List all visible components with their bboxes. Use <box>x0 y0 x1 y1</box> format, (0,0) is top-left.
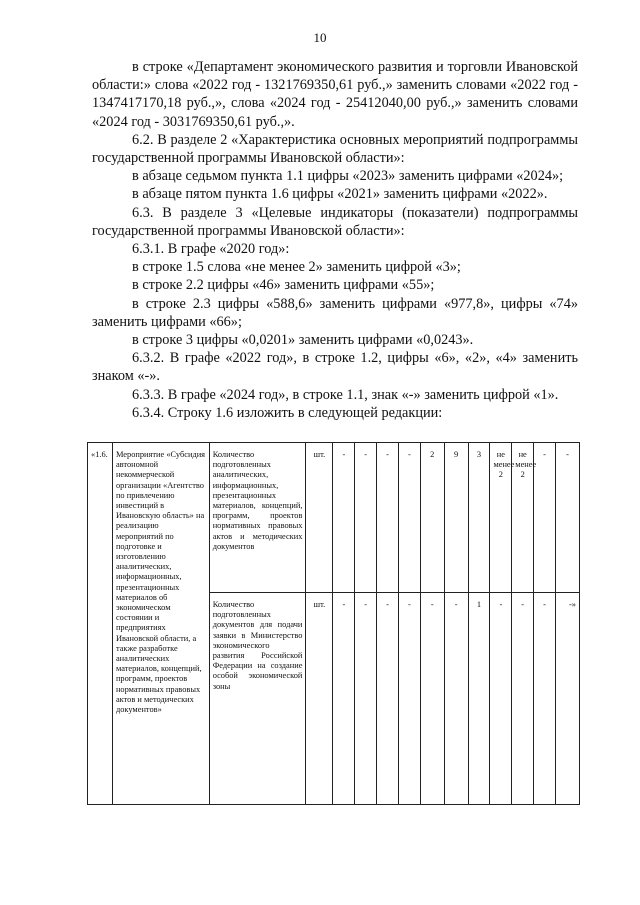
paragraph: 6.2. В разделе 2 «Характеристика основных мероприятий подпрограммы государственной программы Ивановской области»: <box>92 131 578 167</box>
paragraph: 6.3.2. В графе «2022 год», в строке 1.2, цифры «6», «2», «4» заменить знаком «-». <box>92 350 578 385</box>
paragraph: 6.3.3. В графе «2024 год», в строке 1.1, знак «-» заменить цифрой «1». <box>132 386 559 403</box>
value-cell: - <box>377 593 399 805</box>
indicator-cell: Количество подготовленных аналитических, информационных, презентационных материалов, концепций, программ, проектов нормативных правовых актов и методических документов <box>209 443 306 593</box>
value-cell: не менее 2 <box>490 443 512 593</box>
unit-cell: шт. <box>306 443 333 593</box>
paragraph: 6.3. В разделе 3 «Целевые индикаторы (показатели) подпрограммы государственной программы Ивановской области»: <box>92 204 578 239</box>
paragraph: в абзаце седьмом пункта 1.1 цифры «2023» заменить цифрами «2024»; <box>132 168 564 185</box>
value-cell: - <box>355 593 377 805</box>
value-cell: 9 <box>444 443 468 593</box>
value-cell: - <box>444 593 468 805</box>
paragraph: в строке 2.3 цифры «588,6» заменить цифрами «977,8», цифры «74» заменить цифрами «66»; <box>92 295 578 330</box>
value-cell: - <box>398 593 420 805</box>
value-cell: - <box>555 443 579 593</box>
paragraph: 6.3.1. В графе «2020 год»: <box>132 241 290 258</box>
body-text <box>92 58 578 422</box>
value-cell: 1 <box>468 593 490 805</box>
paragraph: в строке 3 цифры «0,0201» заменить цифрами «0,0243». <box>132 332 474 349</box>
event-name-cell: Мероприятие «Субсидия автономной некоммерческой организации «Агентство по привлечению инвестиций в Ивановскую область» на реализацию мероприятий по подготовке и изготовлению аналитических, информационных, презентационных материалов об экономическом состоянии и предприятиях Ивановской области, а также разработке аналитических материалов, концепций, программ, проектов нормативных правовых актов и методических документов» <box>112 443 209 805</box>
value-cell: - <box>333 593 355 805</box>
paragraph: 6.3.4. Строку 1.6 изложить в следующей редакции: <box>132 404 443 421</box>
value-cell: 3 <box>468 443 490 593</box>
value-cell: - <box>377 443 399 593</box>
value-cell: - <box>534 593 556 805</box>
row-number-cell: «1.6. <box>88 443 113 805</box>
value-cell: - <box>333 443 355 593</box>
value-cell: не менее 2 <box>512 443 534 593</box>
paragraph: в строке 2.2 цифры «46» заменить цифрами «55»; <box>132 277 435 294</box>
paragraph: в абзаце пятом пункта 1.6 цифры «2021» заменить цифрами «2022». <box>132 186 548 203</box>
indicator-cell: Количество подготовленных документов для подачи заявки в Министерство экономического развития Российской Федерации на создание особой экономической зоны <box>209 593 306 805</box>
value-cell: - <box>534 443 556 593</box>
value-cell: - <box>355 443 377 593</box>
value-cell: - <box>490 593 512 805</box>
value-cell: - <box>398 443 420 593</box>
paragraph: в строке 1.5 слова «не менее 2» заменить цифрой «3»; <box>132 259 461 276</box>
value-cell: - <box>420 593 444 805</box>
value-cell: -» <box>555 593 579 805</box>
page-number: 10 <box>313 30 327 45</box>
table-row <box>88 443 580 593</box>
value-cell: 2 <box>420 443 444 593</box>
paragraph: в строке «Департамент экономического развития и торговли Ивановской области:» слова «2022 год - 1321769350,61 руб.,» заменить словами «2022 год - 1347417170,18 руб.,», слова «2024 год - 25412040,00 руб.,» заменить словами «2024 год - 3031769350,61 руб.,». <box>92 59 578 130</box>
indicator-table <box>87 442 580 805</box>
unit-cell: шт. <box>306 593 333 805</box>
value-cell: - <box>512 593 534 805</box>
